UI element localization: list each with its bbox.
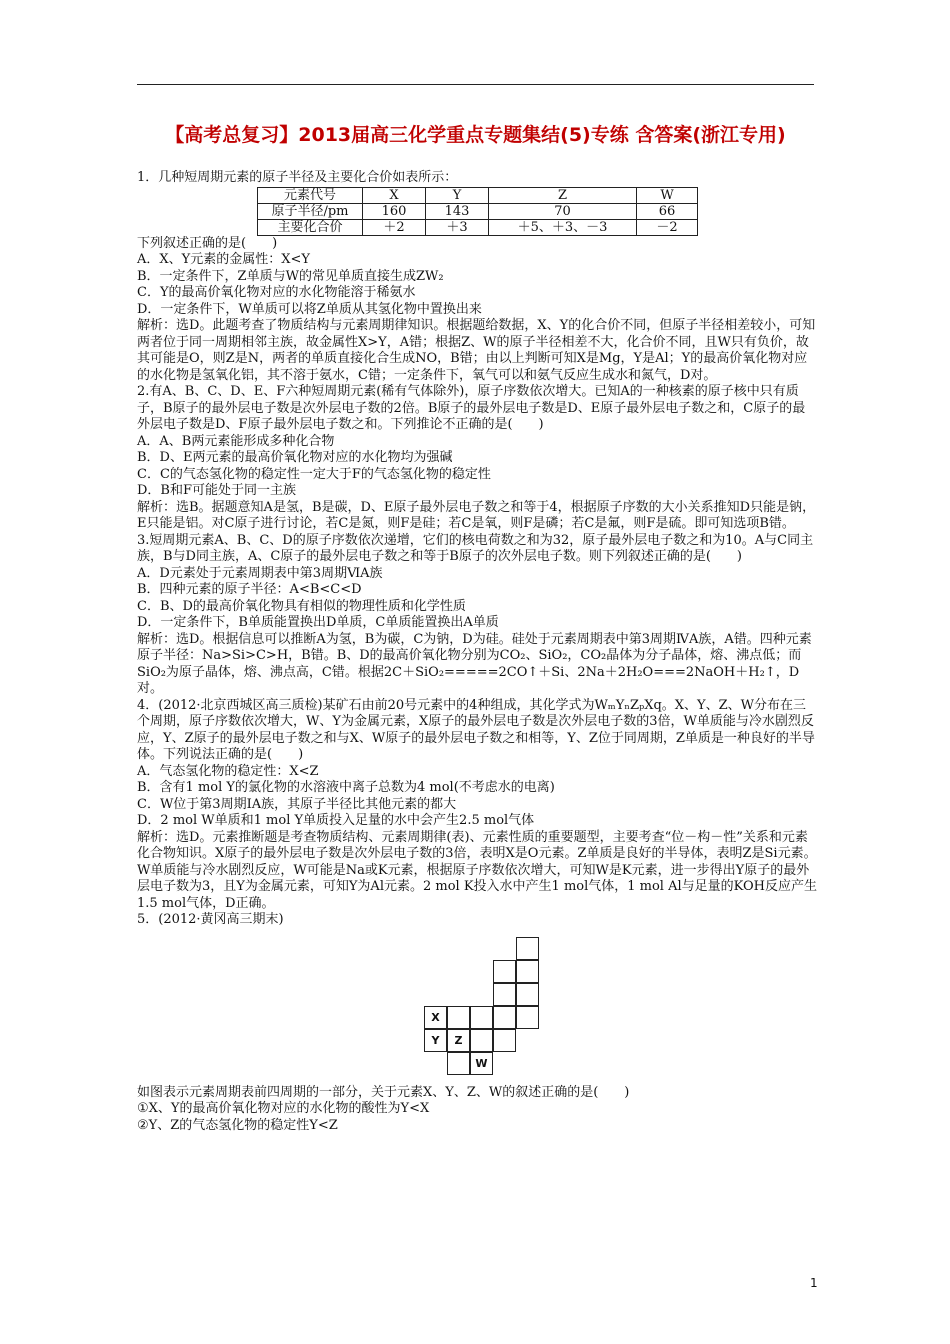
cell-y: Y — [424, 1029, 447, 1052]
table-cell: Y — [426, 187, 489, 203]
table-cell: －2 — [637, 219, 698, 235]
q4-option-a: A．气态氢化物的稳定性：X<Z — [137, 763, 319, 779]
table-cell — [516, 1006, 539, 1029]
document-body — [137, 170, 817, 1134]
periodic-table-figure — [137, 929, 817, 1085]
q2-option-a: A．A、B两元素能形成多种化合物 — [137, 433, 335, 449]
q1-analysis: 解析：选D。此题考查了物质结构与元素周期律知识。根据题给数据，X、Y的化合价不同，但原子半径相差较小，可知两者位于同一周期相邻主族，故金属性X>Y，A错；根据Z、W的原子半径相差不大，化合价不同，且W只有负价，故其可能是O，则Z是N，两者的单质直接化合生成NO，B错；由以上判断可知X是Mg，Y是Al；Y的最高价氧化物对应的水化物是氢氧化铝，其不溶于氨水，C错；一定条件下，氧气可以和氨气反应生成水和氮气，D对。 — [137, 318, 816, 383]
table-cell: 70 — [489, 203, 637, 219]
q5-item-1: ①X、Y的最高价氧化物对应的水化物的酸性为Y<X — [137, 1101, 430, 1116]
q1-stem: 1．几种短周期元素的原子半径及主要化合价如表所示： — [137, 170, 458, 185]
q2-option-b: B．D、E两元素的最高价氧化物对应的水化物均为强碱 — [137, 450, 453, 465]
table-cell: 元素代号 — [258, 187, 363, 203]
table-cell — [516, 960, 539, 983]
q4-analysis: 解析：选D。元素推断题是考查物质结构、元素周期律(表)、元素性质的重要题型，主要考查“位－构－性”关系和元素化合物知识。X原子的最外层电子数是次外层电子数的3倍，表明X是O元素。Z单质是良好的半导体，表明Z是Si元素。W单质能与冷水剧烈反应，W可能是Na或K元素，根据原子序数依次增大，可知W是K元素，进一步得出Y原子的最外层电子数为3，且Y为金属元素，可知Y为Al元素。2 mol K投入水中产生1 mol气体，1 mol Al与足量的KOH反应产生1.5 mol气体，D正确。 — [137, 829, 818, 911]
header-rule — [137, 84, 814, 85]
table-cell — [447, 1006, 470, 1029]
q5-question: 如图表示元素周期表前四周期的一部分，关于元素X、Y、Z、W的叙述正确的是( ) — [137, 1084, 630, 1100]
table-cell: ＋3 — [426, 219, 489, 235]
table-cell: 143 — [426, 203, 489, 219]
table-row — [258, 219, 698, 235]
table-cell — [516, 983, 539, 1006]
table-cell — [493, 983, 516, 1006]
table-cell — [493, 1006, 516, 1029]
q3-option-a: A．D元素处于元素周期表中第3周期ⅥA族 — [137, 565, 383, 581]
q1-question: 下列叙述正确的是( ) — [137, 235, 278, 251]
table-cell — [447, 1052, 470, 1075]
element-data-table — [257, 187, 698, 236]
table-cell — [493, 1029, 516, 1052]
q4-option-c: C．W位于第3周期ⅠA族，其原子半径比其他元素的都大 — [137, 796, 457, 812]
table-cell — [470, 1029, 493, 1052]
q3-stem: 3.短周期元素A、B、C、D的原子序数依次递增，它们的核电荷数之和为32，原子最外层电子数之和为10。A与C同主族，B与D同主族，A、C原子的最外层电子数之和等于B原子的次外层电子数。则下列叙述正确的是( ) — [137, 532, 814, 564]
table-cell: 160 — [363, 203, 426, 219]
q3-option-c: C．B、D的最高价氧化物具有相似的物理性质和化学性质 — [137, 598, 466, 614]
q3-analysis: 解析：选D。根据信息可以推断A为氢，B为碳，C为钠，D为硅。硅处于元素周期表中第3周期ⅣA族，A错。四种元素原子半径：Na>Si>C>H，B错。B、D的最高价氧化物分别为CO₂、SiO₂，CO₂晶体为分子晶体，熔、沸点低；而SiO₂为原子晶体，熔、沸点高，C错。根据2C＋SiO₂=====2CO↑＋Si、2Na＋2H₂O===2NaOH＋H₂↑，D对。 — [137, 631, 812, 696]
table-cell — [516, 937, 539, 960]
q1-option-c: C．Y的最高价氧化物对应的水化物能溶于稀氨水 — [137, 285, 416, 300]
table-cell: ＋2 — [363, 219, 426, 235]
table-cell: X — [363, 187, 426, 203]
q1-option-d: D．一定条件下，W单质可以将Z单质从其氢化物中置换出来 — [137, 301, 482, 317]
table-cell: 主要化合价 — [258, 219, 363, 235]
table-cell: Z — [489, 187, 637, 203]
table-header-row — [258, 187, 698, 203]
cell-w: W — [470, 1052, 493, 1075]
q5-stem: 5．(2012·黄冈高三期末) — [137, 912, 284, 927]
table-cell: ＋5、＋3、－3 — [489, 219, 637, 235]
table-cell — [470, 1006, 493, 1029]
q2-option-c: C．C的气态氢化物的稳定性一定大于F的气态氢化物的稳定性 — [137, 466, 491, 482]
table-row — [258, 203, 698, 219]
q1-option-b: B．一定条件下，Z单质与W的常见单质直接生成ZW₂ — [137, 268, 444, 284]
q4-option-b: B．含有1 mol Y的氯化物的水溶液中离子总数为4 mol(不考虑水的电离) — [137, 780, 555, 795]
q3-option-b: B．四种元素的原子半径：A<B<C<D — [137, 582, 362, 597]
table-cell: 66 — [637, 203, 698, 219]
table-cell — [493, 960, 516, 983]
cell-z: Z — [447, 1029, 470, 1052]
q3-option-d: D．一定条件下，B单质能置换出D单质，C单质能置换出A单质 — [137, 615, 499, 630]
q4-stem: 4．(2012·北京西城区高三质检)某矿石由前20号元素中的4种组成，其化学式为WₘYₙZₚXq。X、Y、Z、W分布在三个周期，原子序数依次增大，W、Y为金属元素，X原子的最外层电子数是次外层电子数的3倍，W单质能与冷水剧烈反应，Y、Z原子的最外层电子数之和与X、W原子的最外层电子数之和相等，Y、Z位于同周期，Z单质是一种良好的半导体。下列说法正确的是( ) — [137, 697, 815, 762]
page-title: 【高考总复习】2013届高三化学重点专题集结(5)专练 含答案(浙江专用) — [165, 124, 786, 146]
table-cell: 原子半径/pm — [258, 203, 363, 219]
cell-x: X — [424, 1006, 447, 1029]
q1-option-a: A．X、Y元素的金属性：X<Y — [137, 252, 310, 267]
q5-item-2: ②Y、Z的气态氢化物的稳定性Y<Z — [137, 1117, 338, 1133]
table-cell: W — [637, 187, 698, 203]
page-number: 1 — [810, 1276, 818, 1290]
q2-analysis: 解析：选B。据题意知A是氢，B是碳，D、E原子最外层电子数之和等于4，根据原子序数的大小关系推知D只能是钠，E只能是铝。对C原子进行讨论，若C是氮，则F是硅；若C是氧，则F是磷；若C是氟，则F是硫。即可知选项B错。 — [137, 499, 816, 531]
periodic-table-fragment — [424, 937, 544, 1079]
q4-option-d: D．2 mol W单质和1 mol Y单质投入足量的水中会产生2.5 mol气体 — [137, 813, 535, 828]
q2-option-d: D．B和F可能处于同一主族 — [137, 483, 296, 498]
q2-stem: 2.有A、B、C、D、E、F六种短周期元素(稀有气体除外)，原子序数依次增大。已知A的一种核素的原子核中只有质子，B原子的最外层电子数是次外层电子数的2倍。B原子的最外层电子数是D、E原子最外层电子数之和，C原子的最外层电子数是D、F原子最外层电子数之和。下列推论不正确的是( ) — [137, 384, 806, 432]
